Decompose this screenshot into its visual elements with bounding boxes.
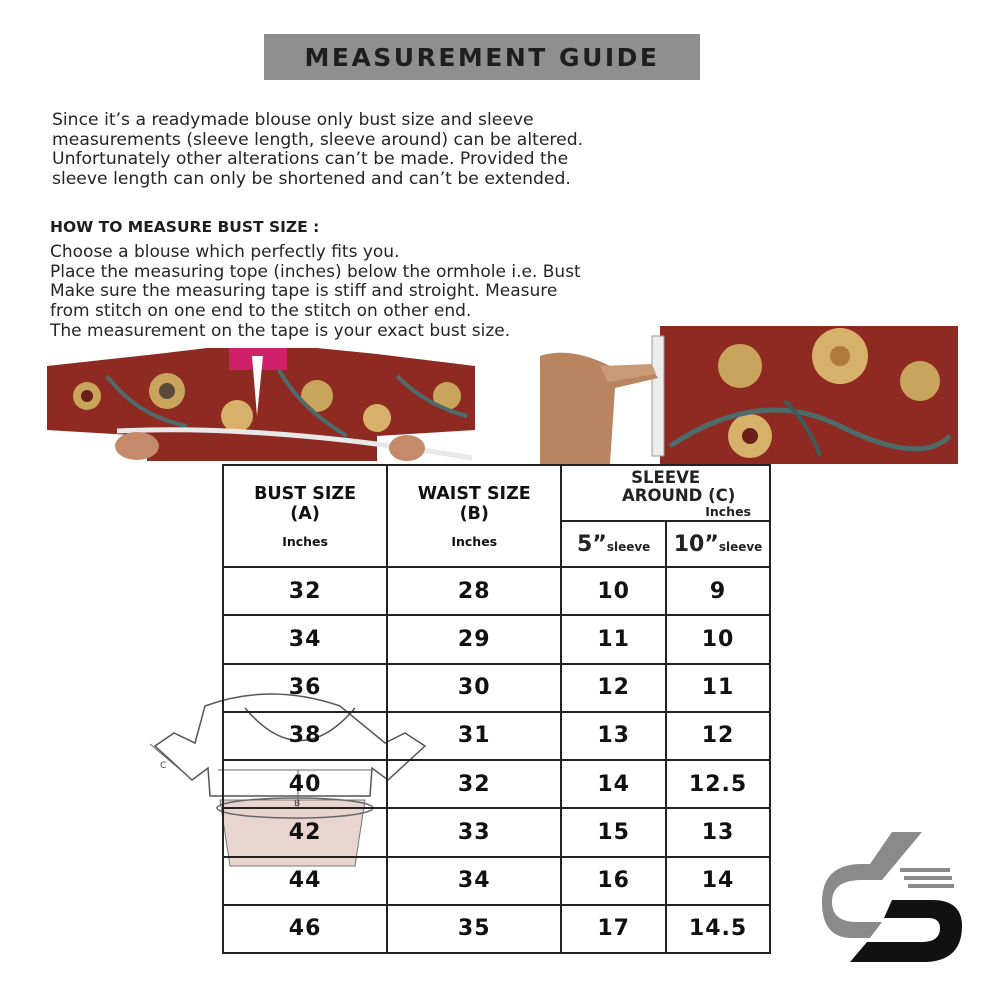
bust-unit: Inches [282,533,328,549]
waist-cell: 35 [387,905,561,953]
sleeve-5-cell: 13 [561,712,666,760]
sleeve-5-word: sleeve [606,539,651,554]
sleeve-10-cell: 14 [666,857,770,905]
sleeve-10-cell: 12.5 [666,760,770,808]
intro-line: measurements (sleeve length, sleeve around) can be altered. [52,129,584,150]
sleeve-10-cell: 10 [666,615,770,663]
sleeve-header-line2: AROUND [621,485,703,505]
waist-cell: 34 [387,857,561,905]
intro-line: sleeve length can only be shortened and can’t be extended. [52,168,571,189]
sleeve-10-word: sleeve [718,539,763,554]
sleeve-10-cell: 14.5 [666,905,770,953]
table-row [223,905,770,953]
sleeve-10-cell: 12 [666,712,770,760]
sketch-label-b: B [294,799,301,809]
table-row [223,712,770,760]
sleeve-around-header [561,465,770,521]
step-line: Choose a blouse which perfectly fits you. [50,242,400,262]
sleeve-5-cell: 12 [561,664,666,712]
bust-cell: 42 [223,808,387,856]
sleeve-10-cell: 13 [666,808,770,856]
waist-letter: (B) [459,503,489,524]
waist-cell: 31 [387,712,561,760]
sleeve-5-cell: 11 [561,615,666,663]
waist-header-text: WAIST SIZE [417,483,531,504]
step-line: Place the measuring tope (inches) below the ormhole i.e. Bust [50,261,581,282]
step-line: Make sure the measuring tape is stiff and stroight. Measure [50,281,558,302]
page-title-banner [264,34,700,80]
bust-cell: 38 [223,712,387,760]
sleeve-5-cell: 14 [561,760,666,808]
blouse-bust-measure-photo [47,346,475,461]
waist-cell: 29 [387,615,561,663]
intro-paragraph [52,111,752,189]
sleeve-5-cell: 15 [561,808,666,856]
table-row [223,615,770,663]
sleeve-10-cell: 11 [666,664,770,712]
page-title: MEASUREMENT GUIDE [304,42,660,72]
table-row [223,760,770,808]
waist-unit: Inches [451,533,498,549]
bust-cell: 34 [223,615,387,663]
table-row [223,567,770,615]
bust-cell: 44 [223,857,387,905]
sleeve-header-line1: SLEEVE [631,467,701,487]
bust-size-header [223,465,387,567]
waist-cell: 28 [387,567,561,615]
bust-header-text: BUST SIZE [254,483,357,504]
intro-line: Since it’s a readymade blouse only bust size and sleeve [52,110,534,130]
table-row [223,808,770,856]
table-row [223,664,770,712]
size-chart-table [222,464,771,954]
sleeve-5-cell: 10 [561,567,666,615]
step-line: The measurement on the tape is your exact bust size. [50,320,511,341]
sleeve-measure-photo [540,326,958,464]
sleeve-5-num: 5” [577,531,607,557]
bust-cell: 46 [223,905,387,953]
table-row [223,857,770,905]
howto-heading: HOW TO MEASURE BUST SIZE : [50,218,320,236]
waist-cell: 30 [387,664,561,712]
sketch-label-c: C [160,761,167,771]
bust-cell: 36 [223,664,387,712]
waist-cell: 33 [387,808,561,856]
sleeve-unit: Inches [705,503,751,519]
sleeve-5-cell: 16 [561,857,666,905]
bust-cell: 32 [223,567,387,615]
sleeve-5-cell: 17 [561,905,666,953]
waist-size-header [387,465,561,567]
intro-line: Unfortunately other alterations can’t be made. Provided the [52,149,569,169]
brand-logo [822,830,967,965]
sleeve-10-cell: 9 [666,567,770,615]
waist-cell: 32 [387,760,561,808]
bust-letter: (A) [290,503,320,524]
sleeve-10-header [666,521,770,567]
sleeve-10-num: 10” [673,531,719,557]
bust-cell: 40 [223,760,387,808]
step-line: from stitch on one end to the stitch on other end. [50,301,472,322]
sleeve-5-header [561,521,666,567]
sleeve-letter: (C) [708,485,736,505]
